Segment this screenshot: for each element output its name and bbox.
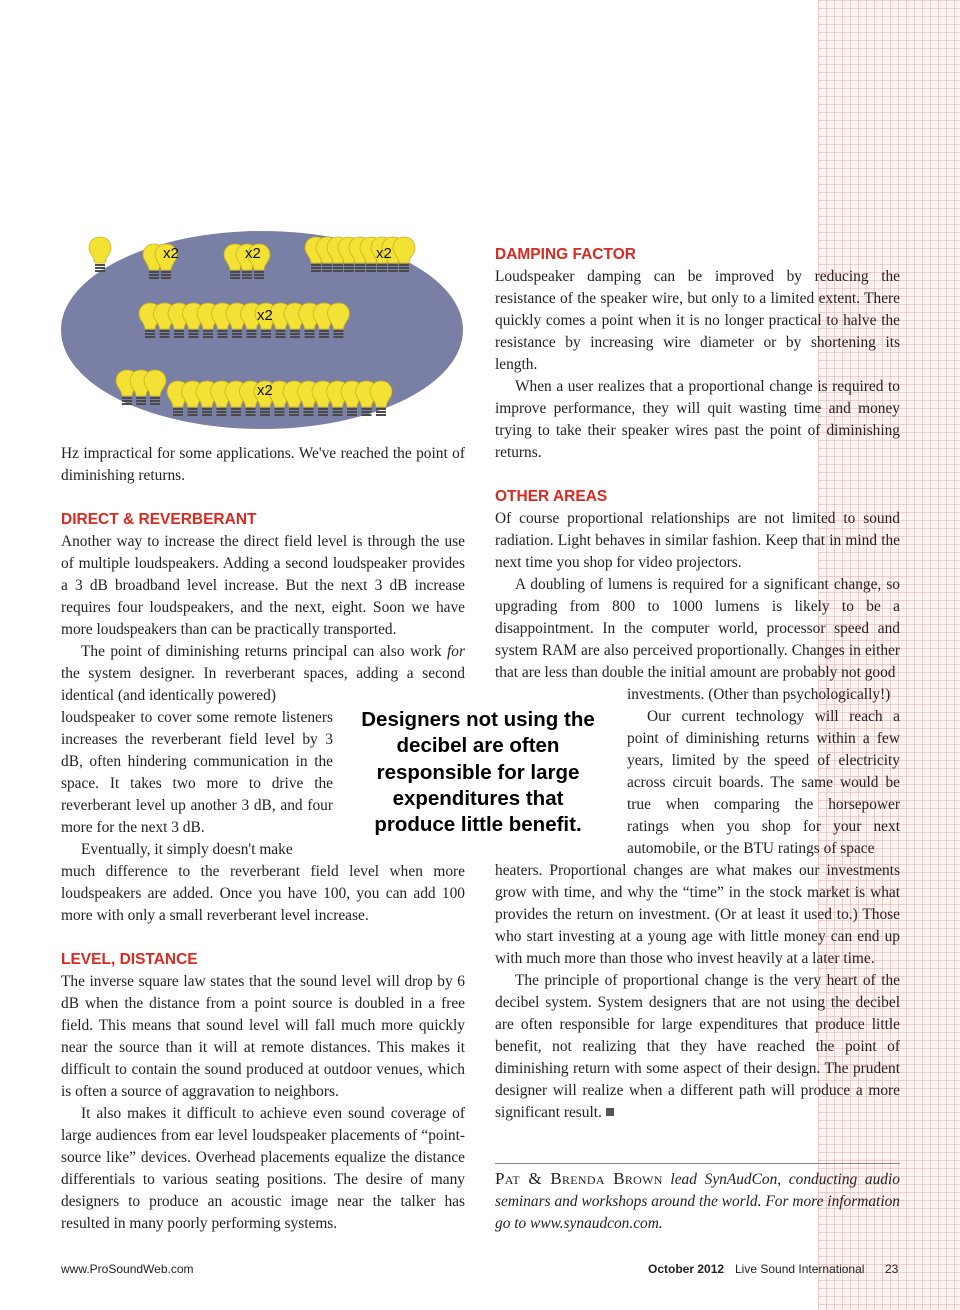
paragraph: Loudspeaker damping can be improved by reducing the resistance of the speaker wire, but only to a limited extent. There quickly comes a point when it is no longer practical to halve the resistance by increasing wire diameter or by shortening its length. <box>495 268 900 373</box>
loudspeaker-bulb-figure <box>60 230 465 430</box>
footer-issue-date: October 2012 <box>648 1262 725 1276</box>
footer-magazine-name: Live Sound International <box>735 1262 865 1276</box>
paragraph <box>61 641 465 707</box>
multiplier-label: x2 <box>257 307 273 324</box>
text-run: The principle of proportional change is the very heart of the decibel system. System designers that are not using the decibel are often responsible for large expenditures that produce little benefit, not realizing that they have reached the point of diminishing return with some aspect of their design. The prudent designer will realize when a different path will produce a more significant result. <box>495 972 900 1121</box>
italic-text: for <box>447 643 465 660</box>
paragraph: investments. (Other than psychologically!) <box>627 686 891 703</box>
left-column <box>61 443 465 1235</box>
multiplier-label: x2 <box>376 245 392 262</box>
end-of-article-mark <box>606 1108 614 1116</box>
paragraph: A doubling of lumens is required for a significant change, so upgrading from 800 to 1000 lumens is likely to be a disappointment. In the computer world, processor speed and system RAM are also perceived proportionally. Changes in either that are less than double the initial amount are probably not good <box>495 576 900 681</box>
footer-page-number: 23 <box>885 1262 899 1276</box>
paragraph: It also makes it difficult to achieve even sound coverage of large audiences from ear level loudspeaker placements of “point-source like” devices. Overhead placements equalize the distance differentials to various seating positions. The desire of many designers to produce an acoustic image near the talker has resulted in many poorly performing systems. <box>61 1105 465 1232</box>
bio-divider <box>495 1163 900 1164</box>
paragraph: The inverse square law states that the sound level will drop by 6 dB when the distance from a point source is doubled in a free field. This means that sound level will fall much more quickly near the source than it will at remote distances. This makes it difficult to contain the sound produced at outdoor venues, which is often a source of aggravation to neighbors. <box>61 973 465 1100</box>
section-heading-damping-factor: DAMPING FACTOR <box>495 246 636 263</box>
paragraph <box>495 970 900 1124</box>
multiplier-label: x2 <box>245 245 261 262</box>
paragraph: Eventually, it simply doesn't make <box>81 841 293 858</box>
paragraph: loudspeaker to cover some remote listeners increases the reverberant field level by 3 dB, often hindering communication in the space. It takes two more to drive the reverberant level up another 3 dB, and four more for the next 3 dB. <box>61 709 333 836</box>
paragraph: Our current technology will reach a point of diminishing returns within a few years, limited by the speed of electricity across circuit boards. The same would be true when comparing the horsepower ratings when you shop for your next automobile, or the BTU ratings of space <box>627 708 900 857</box>
paragraph: Of course proportional relationships are not limited to sound radiation. Light behaves in similar fashion. Keep that in mind the next time you shop for video projectors. <box>495 510 900 571</box>
text-run: the system designer. In reverberant spaces, adding a second identical (and identically powered) <box>61 665 465 704</box>
paragraph: When a user realizes that a proportional change is required to improve performance, they will quit wasting time and money trying to take their speaker wires past the point of diminishing returns. <box>495 378 900 461</box>
section-heading-direct-reverberant: DIRECT & REVERBERANT <box>61 511 257 528</box>
intro-paragraph: Hz impractical for some applications. We've reached the point of diminishing returns. <box>61 445 465 484</box>
text-run: The point of diminishing returns principal can also work <box>81 643 448 660</box>
pull-quote: Designers not using the decibel are often responsible for large expenditures that produce little benefit. <box>361 708 595 837</box>
paragraph: heaters. Proportional changes are what makes our investments grow with time, and why the “time” in the stock market is what provides the return on investment. (Or at least it used to.) Those who start investing at a young age with little money can end up with much more than those who invest heavily at a later time. <box>495 862 900 967</box>
paragraph: much difference to the reverberant field level when more loudspeakers are added. Once you have 100, you can add 100 more with only a small reverberant level increase. <box>61 863 465 924</box>
bulb-figure-svg <box>60 230 465 430</box>
section-heading-level-distance: LEVEL, DISTANCE <box>61 951 198 968</box>
author-names: Pat & Brenda Brown <box>495 1169 663 1188</box>
author-bio <box>495 1168 900 1235</box>
paragraph: Another way to increase the direct field level is through the use of multiple loudspeakers. Adding a second loudspeaker provides a 3 dB broadband level increase. But the next 3 dB increase requires four loudspeakers, and the next, eight. Soon we have more loudspeakers than can be practically transported. <box>61 533 465 638</box>
multiplier-label: x2 <box>163 245 179 262</box>
section-heading-other-areas: OTHER AREAS <box>495 488 608 505</box>
author-bio-text: lead SynAudCon, conducting audio seminars and workshops around the world. For more information go to www.synaudcon.com. <box>495 1171 900 1232</box>
right-column <box>495 244 900 1124</box>
footer-website: www.ProSoundWeb.com <box>61 1262 194 1276</box>
multiplier-label: x2 <box>257 382 273 399</box>
